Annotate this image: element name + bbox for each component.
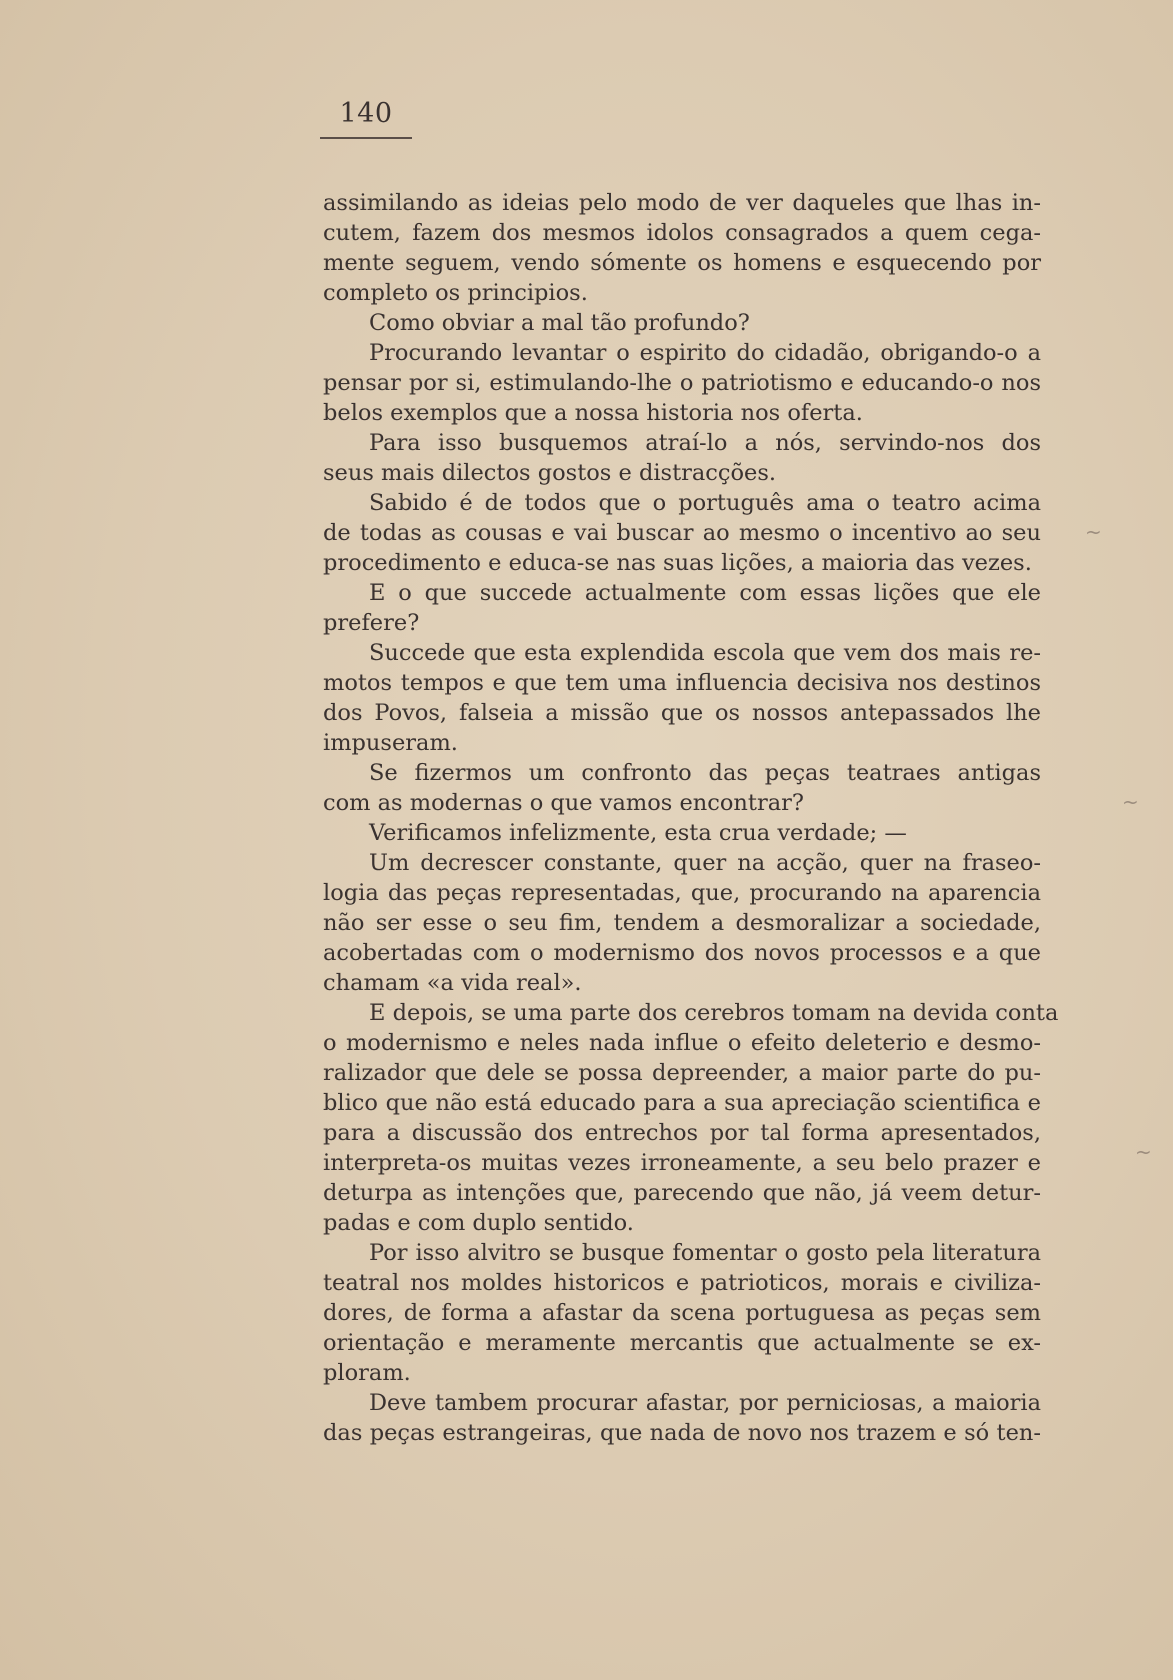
text-line: Deve tambem procurar afastar, por perniciosas, a maioria — [369, 1390, 1041, 1416]
text-line: Sabido é de todos que o português ama o teatro acima — [369, 490, 1041, 516]
text-line: dos Povos, falseia a missão que os nossos antepassados lhe — [323, 700, 1041, 726]
text-line: assimilando as ideias pelo modo de ver daqueles que lhas in- — [323, 190, 1041, 216]
margin-stain-mark: ~ — [1122, 790, 1139, 814]
text-line: cutem, fazem dos mesmos idolos consagrados a quem cega- — [323, 220, 1041, 246]
text-line: interpreta-os muitas vezes irroneamente, a seu belo prazer e — [323, 1150, 1041, 1176]
text-line: Se fizermos um confronto das peças teatraes antigas — [369, 760, 1041, 786]
text-line: chamam «a vida real». — [323, 970, 582, 996]
text-line: Por isso alvitro se busque fomentar o gosto pela literatura — [369, 1240, 1041, 1266]
text-line: teatral nos moldes historicos e patrioticos, morais e civiliza- — [323, 1270, 1041, 1296]
text-line: padas e com duplo sentido. — [323, 1210, 634, 1236]
text-line: não ser esse o seu fim, tendem a desmoralizar a sociedade, — [323, 910, 1041, 936]
text-line: com as modernas o que vamos encontrar? — [323, 790, 804, 816]
margin-stain-mark: ~ — [1135, 1140, 1152, 1164]
body-text — [323, 188, 1059, 1448]
text-line: das peças estrangeiras, que nada de novo nos trazem e só ten- — [323, 1420, 1041, 1446]
text-line: Verificamos infelizmente, esta crua verdade; — — [369, 820, 907, 846]
text-line: mente seguem, vendo sómente os homens e esquecendo por — [323, 250, 1041, 276]
text-line: impuseram. — [323, 730, 458, 756]
text-line: blico que não está educado para a sua apreciação scientifica e — [323, 1090, 1041, 1116]
text-line: E o que succede actualmente com essas lições que ele — [369, 580, 1041, 606]
margin-stain-mark: ~ — [1085, 520, 1102, 544]
text-line: pensar por si, estimulando-lhe o patriotismo e educando-o nos — [323, 370, 1041, 396]
text-line: para a discussão dos entrechos por tal forma apresentados, — [323, 1120, 1041, 1146]
text-line: de todas as cousas e vai buscar ao mesmo o incentivo ao seu — [323, 520, 1041, 546]
text-line: Como obviar a mal tão profundo? — [369, 310, 750, 336]
text-line: ralizador que dele se possa depreender, a maior parte do pu- — [323, 1060, 1041, 1086]
text-line: Procurando levantar o espirito do cidadão, obrigando-o a — [369, 340, 1041, 366]
text-line: prefere? — [323, 610, 420, 636]
text-line: belos exemplos que a nossa historia nos oferta. — [323, 400, 863, 426]
text-line: procedimento e educa-se nas suas lições, a maioria das vezes. — [323, 550, 1032, 576]
text-line: Succede que esta explendida escola que vem dos mais re- — [369, 640, 1041, 666]
text-line: Um decrescer constante, quer na acção, quer na fraseo- — [369, 850, 1041, 876]
text-line: E depois, se uma parte dos cerebros tomam na devida conta — [369, 1000, 1059, 1026]
text-line: deturpa as intenções que, parecendo que não, já veem detur- — [323, 1180, 1041, 1206]
text-line: ploram. — [323, 1360, 411, 1386]
text-line: acobertadas com o modernismo dos novos processos e a que — [323, 940, 1041, 966]
text-line: completo os principios. — [323, 280, 588, 306]
text-line: seus mais dilectos gostos e distracções. — [323, 460, 777, 486]
page-number: 140 — [320, 98, 412, 139]
text-line: motos tempos e que tem uma influencia decisiva nos destinos — [323, 670, 1041, 696]
text-line: dores, de forma a afastar da scena portuguesa as peças sem — [323, 1300, 1041, 1326]
text-line: logia das peças representadas, que, procurando na aparencia — [323, 880, 1041, 906]
text-line: orientação e meramente mercantis que actualmente se ex- — [323, 1330, 1041, 1356]
text-line: o modernismo e neles nada influe o efeito deleterio e desmo- — [323, 1030, 1041, 1056]
text-line: Para isso busquemos atraí-lo a nós, servindo-nos dos — [369, 430, 1041, 456]
